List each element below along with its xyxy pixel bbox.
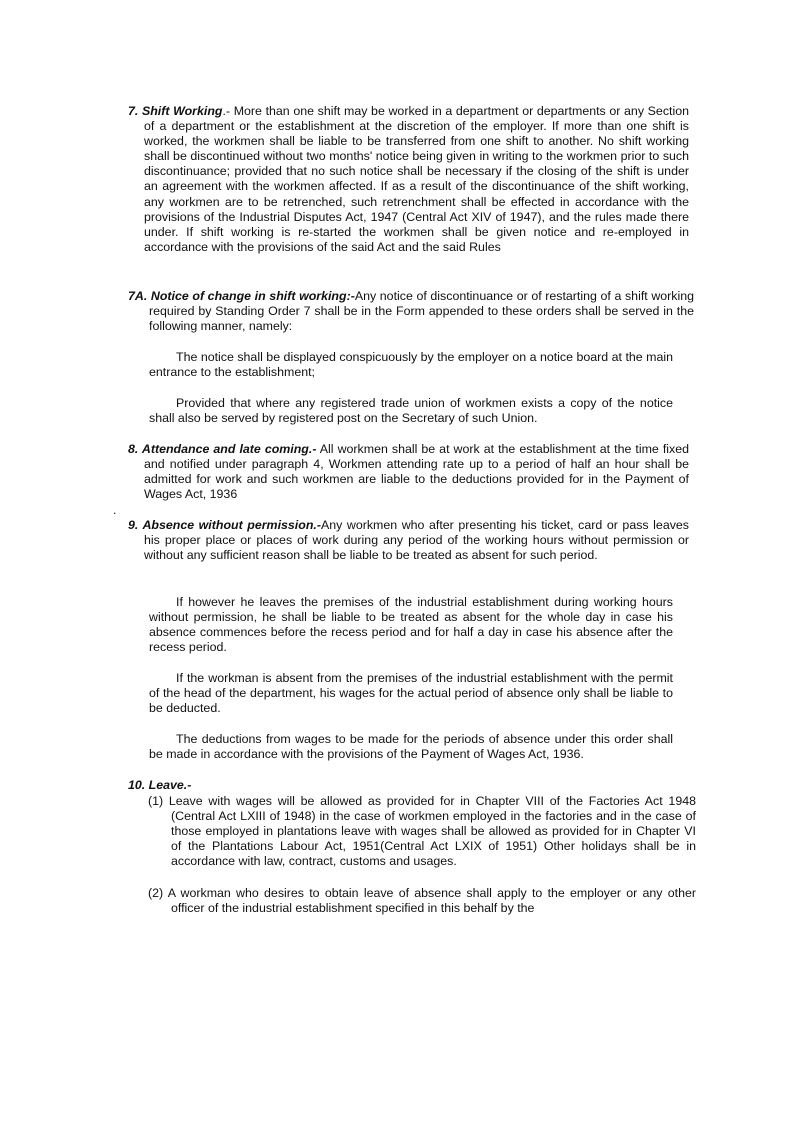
section-9-body: Any workmen who after presenting his ticket, card or pass leaves his proper place or places of work during any period of the working hours without permission or without any sufficient reason shall be liable to be treated as absent for such period. — [144, 518, 689, 563]
section-9-paragraph-3: The deductions from wages to be made for the periods of absence under this order shall be made in accordance with the provisions of the Payment of Wages Act, 1936. — [149, 732, 673, 762]
section-10 — [128, 778, 673, 793]
section-9-paragraph-1: If however he leaves the premises of the industrial establishment during working hours without permission, he shall be liable to be treated as absent for the whole day in case his absence commences before the recess period and for half a day in case his absence after the recess period. — [149, 595, 673, 655]
section-7a — [128, 289, 694, 334]
section-7a-paragraph-1: The notice shall be displayed conspicuously by the employer on a notice board at the main entrance to the establishment; — [149, 350, 673, 380]
section-8-heading: 8. Attendance and late coming.- — [128, 442, 317, 456]
section-7a-heading: 7A. Notice of change in shift working:- — [128, 289, 355, 303]
section-10-item-2: (2) A workman who desires to obtain leave of absence shall apply to the employer or any other officer of the industrial establishment specified in this behalf by the — [148, 886, 696, 916]
section-9-heading: 9. Absence without permission.- — [128, 518, 321, 532]
section-9 — [128, 518, 689, 563]
section-10-item-1: (1) Leave with wages will be allowed as provided for in Chapter VIII of the Factories Act 1948 (Central Act LXIII of 1948) in the case of workmen employed in the factories and in the case of those employed in plantations leave with wages shall be allowed as provided for in Chapter VI of the Plantations Labour Act, 1951(Central Act LXIX of 1951) Other holidays shall be in accordance with law, contract, customs and usages. — [148, 794, 696, 869]
section-8 — [128, 442, 689, 502]
section-7a-paragraph-2: Provided that where any registered trade union of workmen exists a copy of the notice shall also be served by registered post on the Secretary of such Union. — [149, 396, 673, 426]
section-7 — [128, 104, 689, 255]
section-9-paragraph-2: If the workman is absent from the premises of the industrial establishment with the permit of the head of the department, his wages for the actual period of absence only shall be liable to be deducted. — [149, 671, 673, 716]
section-7-heading: 7. Shift Working — [128, 104, 223, 118]
section-10-heading: 10. Leave.- — [128, 778, 192, 792]
section-8-body: All workmen shall be at work at the establishment at the time fixed and notified under paragraph 4, Workmen attending rate up to a period of half an hour shall be admitted for work and such workmen are liable to the deductions provided for in the Payment of Wages Act, 1936 — [144, 442, 690, 502]
section-7-body: .- More than one shift may be worked in a department or departments or any Section of a department or the establishment at the discretion of the employer. If more than one shift is worked, the workmen shall be liable to be transferred from one shift to another. No shift working shall be discontinued without two months' notice being given in writing to the workmen prior to such discontinuance; provided that no such notice shall be necessary if the closing of the shift is under an agreement with the workmen affected. If as a result of the discontinuance of the shift working, any workmen are to be retrenched, such retrenchment shall be effected in accordance with the provisions of the Industrial Disputes Act, 1947 (Central Act XIV of 1947), and the rules made there under. If shift working is re-started the workmen shall be given notice and re-employed in accordance with the provisions of the said Act and the said Rules — [144, 104, 689, 254]
section-7a-body: Any notice of discontinuance or of restarting of a shift working required by Standing Order 7 shall be in the Form appended to these orders shall be served in the following manner, namely: — [149, 289, 695, 334]
stray-mark: . — [113, 503, 117, 517]
